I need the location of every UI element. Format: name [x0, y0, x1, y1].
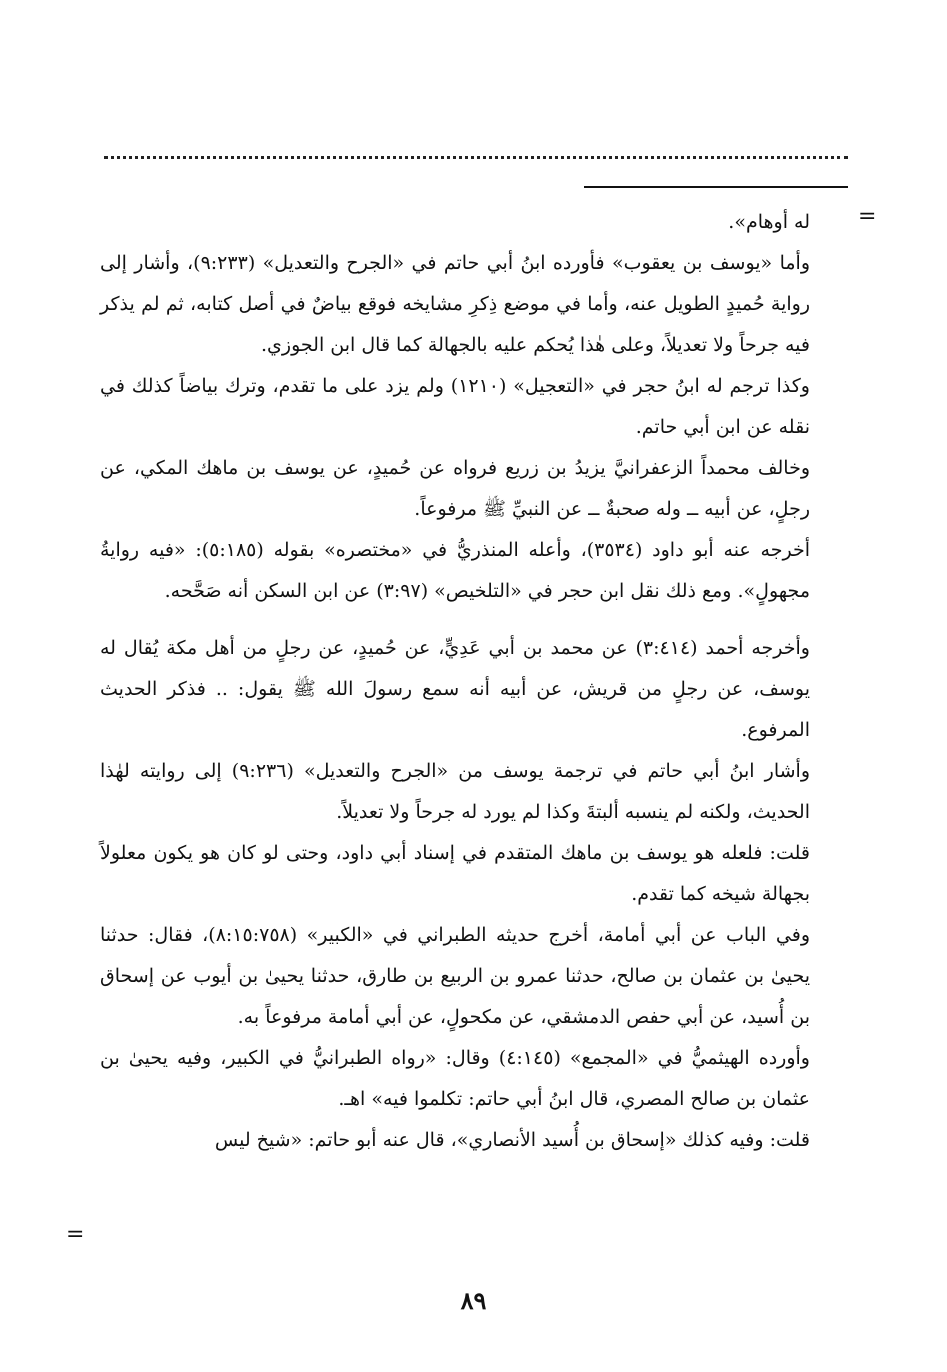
- footnote-separator-dotted: [104, 156, 848, 159]
- paragraph: قلت: فلعله هو يوسف بن ماهك المتقدم في إسناد أبي داود، وحتى لو كان هو يكون معلولاً بجهالة شيخه كما تقدم.: [100, 842, 810, 905]
- paragraph: له أوهام».: [728, 211, 810, 233]
- footnote-text: [100, 202, 810, 1161]
- paragraph: وخالف محمداً الزعفرانيَّ يزيدُ بن زريع فرواه عن حُميدٍ، عن يوسف بن ماهك المكي، عن رجلٍ، عن أبيه ــ وله صحبةٌ ــ عن النبيِّ ﷺ مرفوعاً.: [100, 457, 810, 520]
- paragraph: قلت: وفيه كذلك «إسحاق بن أُسيد الأنصاري»، قال عنه أبو حاتم: «شيخ ليس: [214, 1129, 810, 1151]
- paragraph: وكذا ترجم له ابنُ حجر في «التعجيل» (١٢١٠) ولم يزد على ما تقدم، وترك بياضاً كذلك في نقله عن ابن أبي حاتم.: [100, 375, 810, 438]
- continuation-mark-bottom: =: [66, 1222, 85, 1247]
- paragraph: وأورده الهيثميُّ في «المجمع» (٤:١٤٥) وقال: «رواه الطبرانيُّ في الكبير، وفيه يحيىٰ بن عثمان بن صالح المصري، قال ابنُ أبي حاتم: تكلموا فيه» اهـ.: [100, 1047, 810, 1110]
- paragraph: وأما «يوسف بن يعقوب» فأورده ابنُ أبي حاتم في «الجرح والتعديل» (٩:٢٣٣)، وأشار إلى رواية حُميدٍ الطويل عنه، وأما في موضع ذِكرِ مشايخه فوقع بياضٌ في أصل كتابه، ثم لم يذكر فيه جرحاً ولا تعديلاً، وعلى هٰذا يُحكم عليه بالجهالة كما قال ابن الجوزي.: [100, 252, 810, 356]
- paragraph: وفي الباب عن أبي أمامة، أخرج حديثه الطبراني في «الكبير» (٨:١٥:٧٥٨)، فقال: حدثنا يحيىٰ بن عثمان بن صالح، حدثنا عمرو بن الربيع بن طارق، حدثنا يحيىٰ بن أيوب عن إسحاق بن أُسيد، عن أبي حفص الدمشقي، عن مكحولٍ، عن أبي أمامة مرفوعاً به.: [100, 924, 810, 1028]
- continuation-mark-top: =: [858, 204, 877, 229]
- paragraph: أخرجه عنه أبو داود (٣٥٣٤)، وأعله المنذريُّ في «مختصره» بقوله (٥:١٨٥): «فيه روايةُ مجهولٍ». ومع ذلك نقل ابن حجر في «التلخيص» (٣:٩٧) عن ابن السكن أنه صَحَّحه.: [100, 539, 810, 602]
- page-number: ٨٩: [460, 1286, 487, 1315]
- footnote-separator-line: [584, 186, 848, 188]
- paragraph: وأخرجه أحمد (٣:٤١٤) عن محمد بن أبي عَدِيٍّ، عن حُميدٍ، عن رجلٍ من أهل مكة يُقال له يوسف، عن رجلٍ من قريش، عن أبيه أنه سمع رسولَ الله ﷺ يقول: .. فذكر الحديث المرفوع.: [100, 637, 810, 741]
- paragraph: وأشار ابنُ أبي حاتم في ترجمة يوسف من «الجرح والتعديل» (٩:٢٣٦) إلى روايته لهٰذا الحديث، ولكنه لم ينسبه ألبتةَ وكذا لم يورد له جرحاً ولا تعديلاً.: [100, 760, 811, 823]
